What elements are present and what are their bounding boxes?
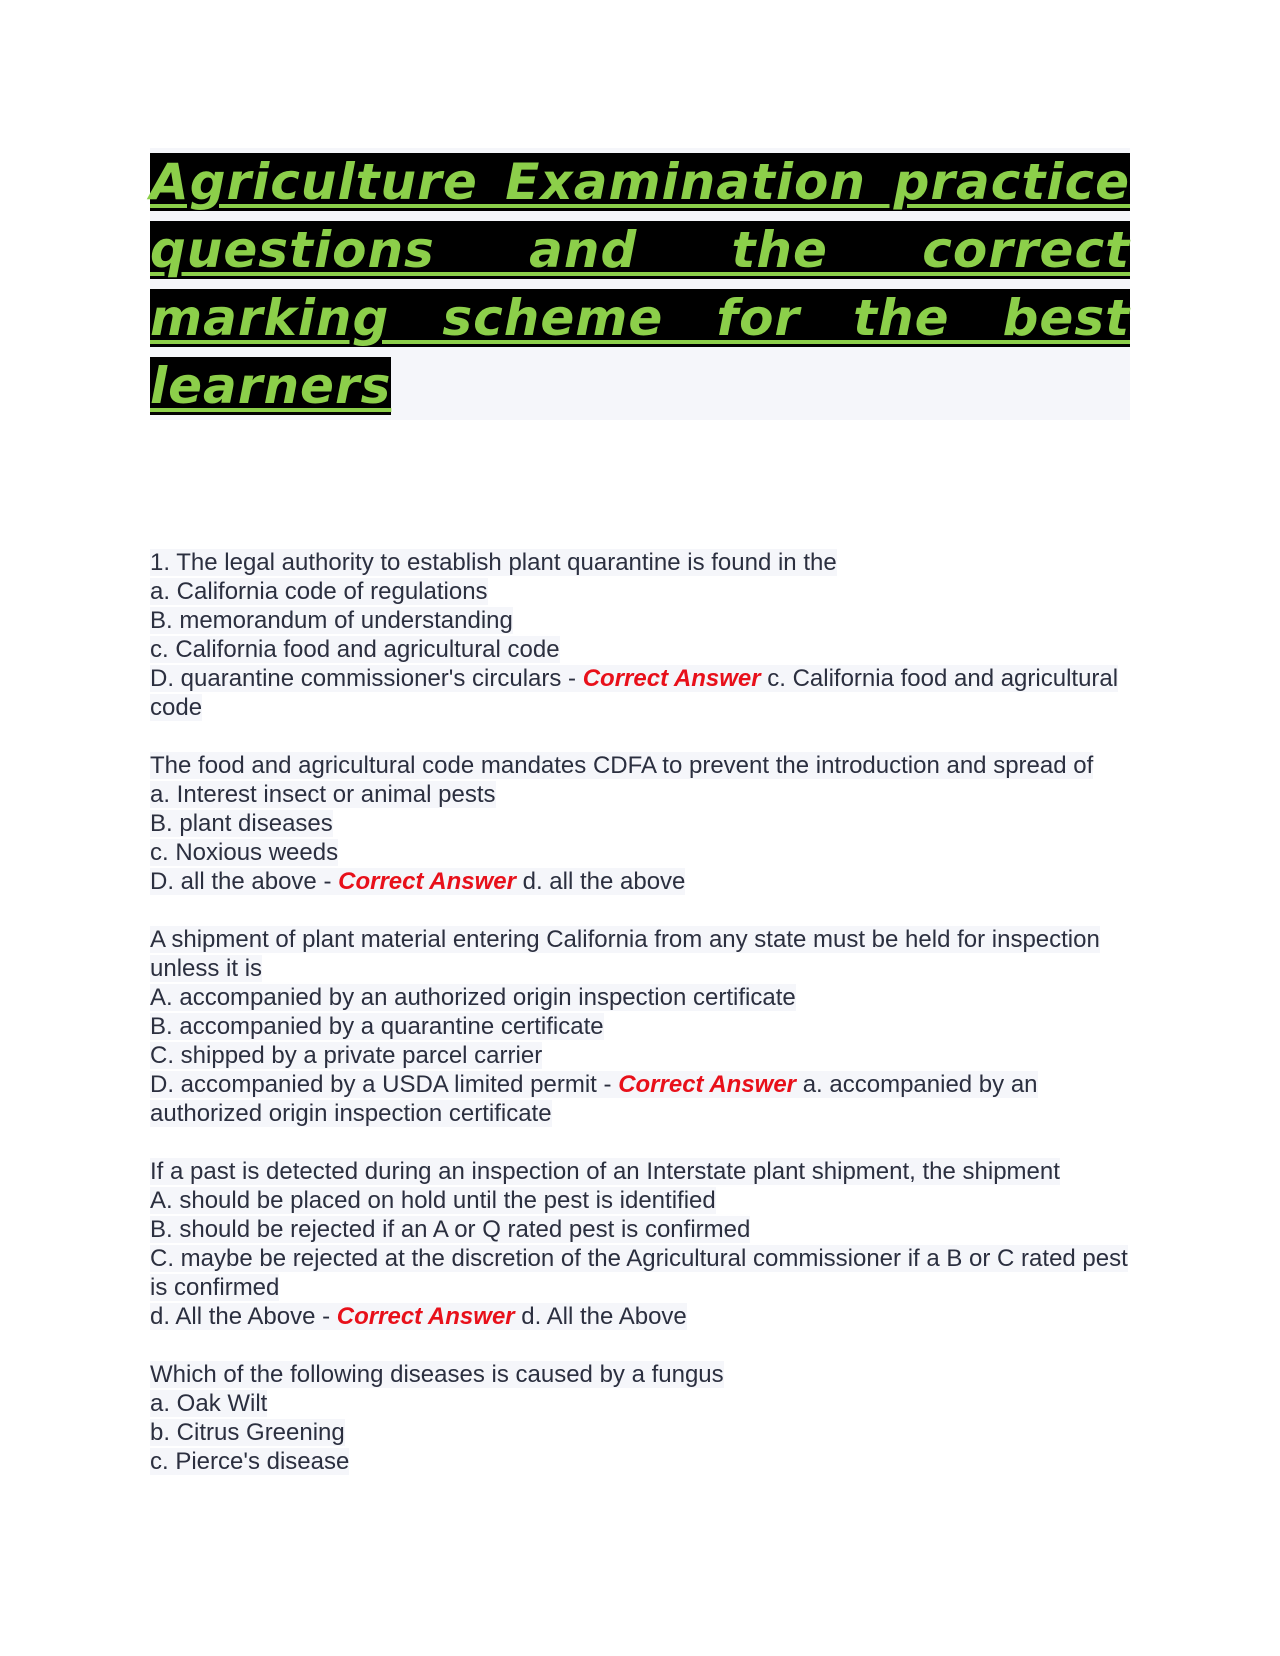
answer-option: D. all the above -	[150, 868, 339, 895]
answer-option: B. accompanied by a quarantine certificate	[150, 1013, 604, 1040]
answer-option: c. California food and agricultural code	[150, 636, 560, 663]
question-stem: 1. The legal authority to establish plant quarantine is found in the	[150, 549, 837, 576]
answer-option: A. accompanied by an authorized origin inspection certificate	[150, 984, 796, 1011]
answer-option: D. accompanied by a USDA limited permit -	[150, 1071, 619, 1098]
answer-option: b. Citrus Greening	[150, 1419, 345, 1446]
correct-answer-text: c. California food and agricultural code	[150, 665, 1119, 721]
question-2	[150, 751, 1130, 896]
correct-answer-label: Correct Answer	[336, 1303, 515, 1330]
question-list	[150, 548, 1130, 1476]
answer-option: a. California code of regulations	[150, 578, 488, 605]
answer-option: c. Noxious weeds	[150, 839, 339, 866]
answer-option: B. should be rejected if an A or Q rated pest is confirmed	[150, 1216, 751, 1243]
correct-answer-text: a. accompanied by an authorized origin inspection certificate	[150, 1071, 1038, 1127]
answer-option: C. maybe be rejected at the discretion of the Agricultural commissioner if a B or C rated pest is confirmed	[150, 1245, 1128, 1301]
answer-option: a. Oak Wilt	[150, 1390, 268, 1417]
question-5	[150, 1360, 1130, 1476]
question-3	[150, 925, 1130, 1128]
document-title-text: Agriculture Examination practice questions and the correct marking scheme for the best learners	[150, 153, 1130, 415]
answer-option: c. Pierce's disease	[150, 1448, 350, 1475]
correct-answer-label: Correct Answer	[618, 1071, 797, 1098]
correct-answer-text: d. all the above	[515, 868, 686, 895]
question-1	[150, 548, 1130, 722]
question-stem: The food and agricultural code mandates CDFA to prevent the introduction and spread of	[150, 752, 1094, 779]
question-4	[150, 1157, 1130, 1331]
answer-option: B. plant diseases	[150, 810, 333, 837]
question-stem: A shipment of plant material entering California from any state must be held for inspection unless it is	[150, 926, 1100, 982]
answer-option: D. quarantine commissioner's circulars -	[150, 665, 583, 692]
answer-option: d. All the Above -	[150, 1303, 337, 1330]
answer-option: A. should be placed on hold until the pest is identified	[150, 1187, 716, 1214]
correct-answer-label: Correct Answer	[582, 665, 761, 692]
document-title	[150, 148, 1130, 420]
question-stem: Which of the following diseases is caused by a fungus	[150, 1361, 724, 1388]
correct-answer-label: Correct Answer	[338, 868, 516, 895]
answer-option: a. Interest insect or animal pests	[150, 781, 496, 808]
document-page	[150, 148, 1130, 1505]
correct-answer-text: d. All the Above	[514, 1303, 687, 1330]
question-stem: If a past is detected during an inspection of an Interstate plant shipment, the shipment	[150, 1158, 1060, 1185]
answer-option: C. shipped by a private parcel carrier	[150, 1042, 543, 1069]
answer-option: B. memorandum of understanding	[150, 607, 513, 634]
